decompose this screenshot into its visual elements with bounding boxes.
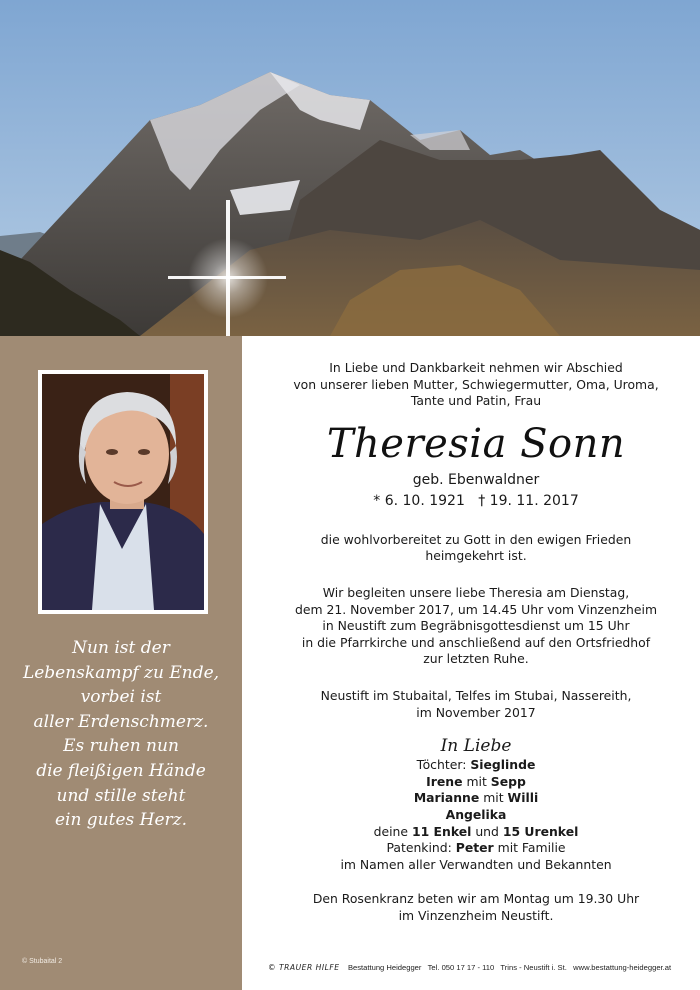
partner-name: Sepp (490, 773, 526, 789)
poem-line: aller Erdenschmerz. (33, 711, 209, 732)
with-word: mit (462, 773, 491, 789)
rosary-line: Den Rosenkranz beten wir am Montag um 19.30 Uhr (312, 891, 640, 907)
family-list (270, 757, 682, 873)
partner-name: Willi (507, 790, 539, 806)
footer-location: Trins - Neustift i. St. (500, 963, 567, 972)
with-word: mit (479, 790, 508, 806)
intro-line: Tante und Patin, Frau (410, 393, 542, 409)
daughter-name: Marianne (413, 790, 480, 806)
daughter-name: Irene (426, 773, 463, 789)
funeral-line: dem 21. November 2017, um 14.45 Uhr vom Vinzenzheim (294, 601, 658, 617)
footer-website[interactable]: www.bestattung-heidegger.at (573, 963, 672, 972)
daughters-label: Töchter: (416, 757, 471, 773)
intro-line: von unserer lieben Mutter, Schwiegermutter, Oma, Uroma, (293, 376, 659, 392)
portrait-frame (38, 370, 208, 614)
life-dates: * 6. 10. 1921 † 19. 11. 2017 (373, 492, 579, 509)
footer-company: Bestattung Heidegger (347, 963, 422, 972)
intro-line: In Liebe und Dankbarkeit nehmen wir Abschied (329, 360, 623, 375)
poem-line: ein gutes Herz. (54, 810, 188, 831)
poem-line: und stille steht (56, 785, 186, 806)
rosary-line: im Vinzenzheim Neustift. (398, 907, 554, 923)
funeral-line: Wir begleiten unsere liebe Theresia am Dienstag, (322, 584, 630, 600)
mountain-photo (0, 0, 700, 336)
family-line (270, 824, 682, 841)
family-line (270, 757, 682, 774)
family-line (270, 774, 682, 791)
funeral-line: zur letzten Ruhe. (423, 651, 529, 667)
funeral-line: in Neustift zum Begräbnisgottesdienst um 15 Uhr (322, 618, 630, 634)
and-word: und (471, 823, 503, 839)
family-line (270, 790, 682, 807)
godchild-name: Peter (455, 840, 494, 856)
obituary-text (270, 360, 682, 924)
places-line: im November 2017 (416, 704, 536, 720)
intro (270, 360, 682, 410)
photo-credit: © Stubaital 2 (22, 958, 63, 965)
relatives-line: im Namen aller Verwandten und Bekannten (340, 856, 612, 872)
funeral-line: in die Pfarrkirche und anschließend auf den Ortsfriedhof (301, 634, 651, 650)
footer-brand: © TRAUER HILFE (268, 963, 340, 972)
grand-prefix: deine (373, 823, 412, 839)
godchild-label: Patenkind: (386, 840, 456, 856)
places-line: Neustift im Stubaital, Telfes im Stubai, Nassereith, (320, 687, 632, 703)
daughter-name: Sieglinde (470, 757, 536, 773)
grandchildren-count: 11 Enkel (411, 823, 472, 839)
poem-line: Lebenskampf zu Ende, (22, 662, 220, 683)
poem-line: vorbei ist (80, 687, 162, 708)
great-grandchildren-count: 15 Urenkel (502, 823, 579, 839)
deceased-name: Theresia Sonn (326, 420, 626, 467)
footer-phone: Tel. 050 17 17 - 110 (427, 963, 495, 972)
poem-line: Nun ist der (72, 638, 170, 658)
daughter-name: Angelika (445, 806, 507, 822)
passing-text (270, 532, 682, 565)
passing-line: die wohlvorbereitet zu Gott in den ewigen Frieden (320, 531, 632, 547)
portrait-photo (42, 374, 204, 610)
family-line (270, 807, 682, 824)
godchild-suffix: mit Familie (493, 840, 566, 856)
love-title: In Liebe (440, 736, 512, 757)
rosary-text (270, 891, 682, 924)
poem-line: Es ruhen nun (63, 736, 179, 757)
birth-name: geb. Ebenwaldner (412, 471, 540, 488)
places-text (270, 688, 682, 721)
poem (0, 636, 242, 833)
poem-line: die fleißigen Hände (36, 760, 206, 781)
family-line (270, 840, 682, 857)
funeral-text (270, 585, 682, 668)
passing-line: heimgekehrt ist. (425, 548, 527, 564)
footer (268, 963, 688, 972)
